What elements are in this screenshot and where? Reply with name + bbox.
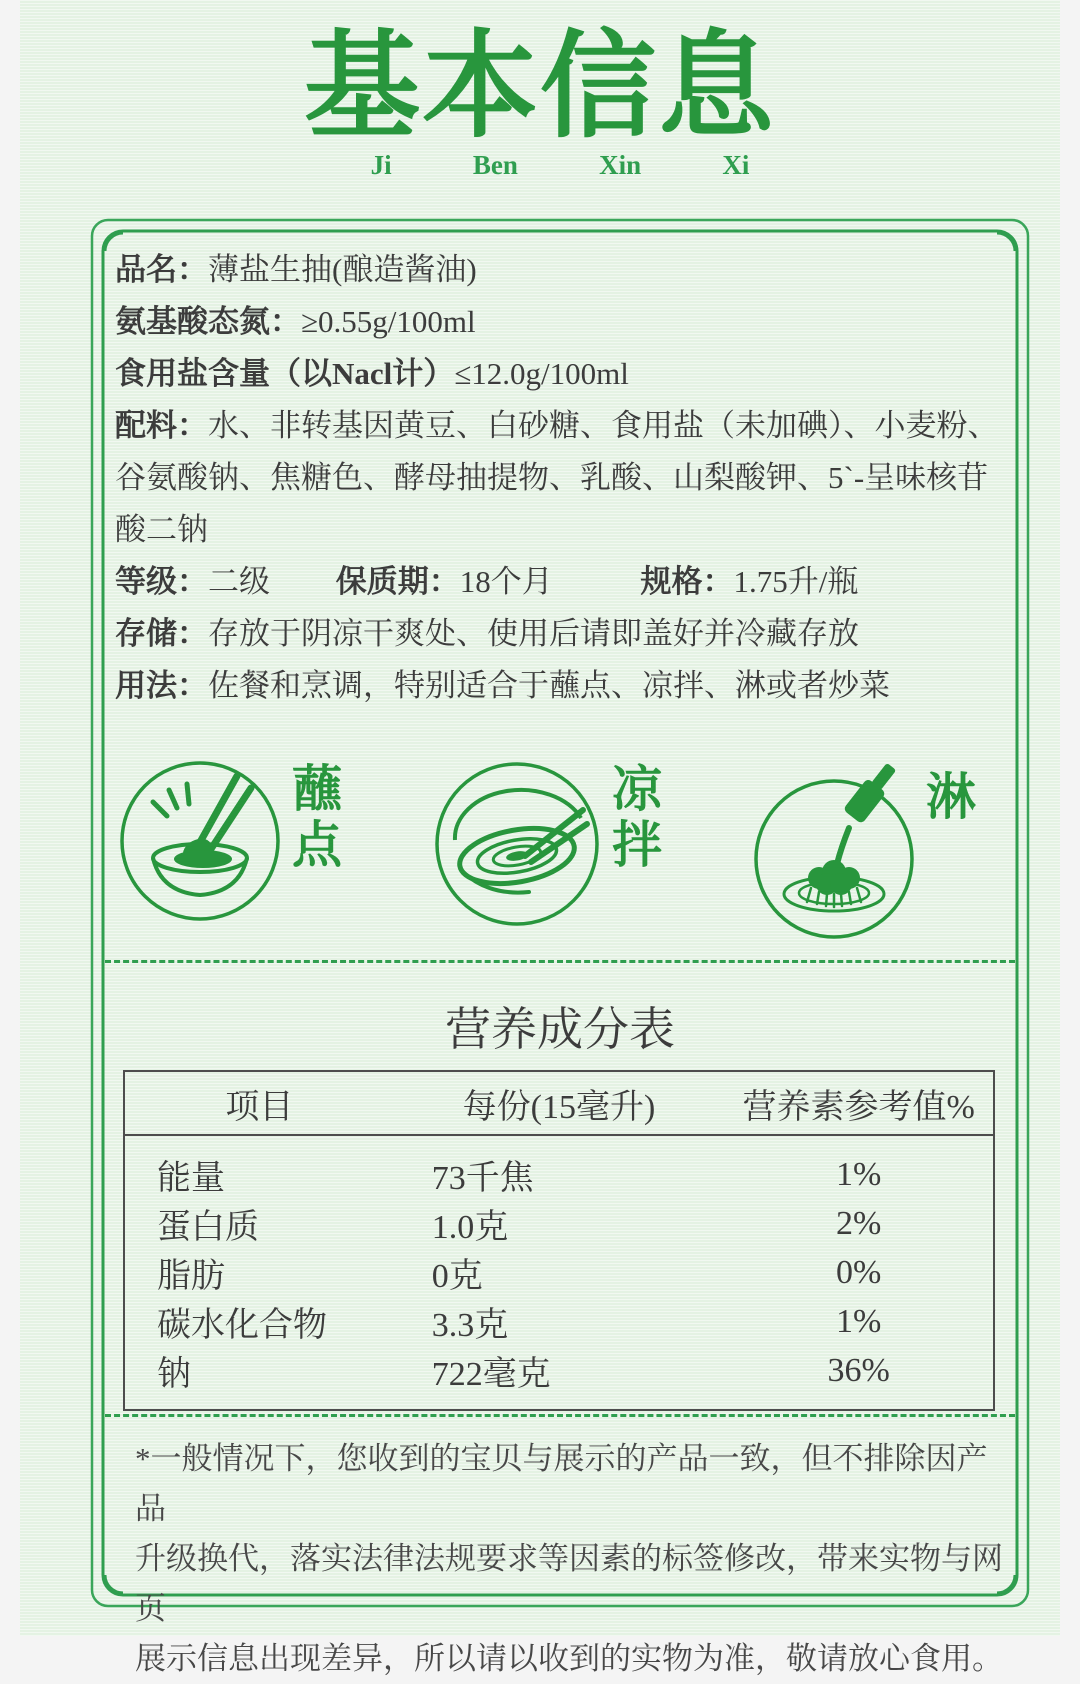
field-label: 用法： <box>115 668 208 703</box>
field-value: ≥0.55g/100ml <box>301 304 476 339</box>
disclaimer-line: 展示信息出现差异，所以请以收到的实物为准，敬请放心食用。 <box>135 1641 1003 1676</box>
field-label: 配料： <box>115 408 208 443</box>
table-row <box>124 1346 994 1410</box>
field-value: 佐餐和烹调，特别适合于蘸点、凉拌、淋或者炒菜 <box>208 668 890 703</box>
field-label: 存储： <box>115 616 208 651</box>
cell-item: 能量 <box>157 1160 225 1197</box>
shelf-life-field <box>336 556 553 608</box>
field-label: 保质期： <box>335 564 460 599</box>
pinyin-word: Xi <box>722 150 750 180</box>
cell-item: 脂肪 <box>157 1258 225 1295</box>
field-label: 品名： <box>115 252 208 287</box>
table-row <box>124 1248 994 1297</box>
table-row <box>124 1135 994 1199</box>
disclaimer-line: 升级换代，落实法律法规要求等因素的标签修改，带来实物与网页 <box>135 1541 1003 1626</box>
ingredients-row <box>115 400 1005 556</box>
textured-background <box>20 0 1060 1676</box>
pinyin-word: Xin <box>599 150 642 180</box>
drizzle-usage <box>749 756 975 942</box>
mix-bowl-icon <box>429 756 605 932</box>
dip-bowl-icon <box>115 756 285 926</box>
cell-nrv: 1% <box>835 1302 882 1340</box>
field-value: 水、非转基因黄豆、白砂糖、食用盐（未加碘）、小麦粉、谷氨酸钠、焦糖色、酵母抽提物、乳酸、山梨酸钾、5`-呈味核苷酸二钠 <box>115 408 999 547</box>
grade-shelf-spec-row <box>115 556 1005 608</box>
cell-item: 钠 <box>157 1356 191 1393</box>
dip-usage <box>115 756 341 926</box>
drizzle-dish-icon <box>749 756 919 942</box>
usage-icons-row <box>115 756 975 936</box>
cell-item: 碳水化合物 <box>157 1307 327 1344</box>
cell-nrv: 1% <box>835 1155 882 1193</box>
table-row <box>124 1297 994 1346</box>
cell-amount: 3.3克 <box>431 1307 509 1344</box>
storage-row <box>115 608 1005 660</box>
cell-nrv: 2% <box>835 1204 882 1242</box>
field-value: 18个月 <box>459 564 553 599</box>
grade-field <box>115 556 270 608</box>
cell-nrv: 0% <box>835 1253 882 1291</box>
field-value: 1.75升/瓶 <box>733 564 859 599</box>
cell-amount: 1.0克 <box>431 1209 509 1246</box>
dip-label: 蘸点 <box>285 762 341 874</box>
product-name-row <box>115 244 1005 296</box>
spec-field <box>641 556 859 608</box>
header-amount: 每份(15毫升) <box>394 1071 725 1135</box>
field-value: 二级 <box>208 564 270 599</box>
field-label: 等级： <box>115 564 208 599</box>
pinyin-word: Ben <box>472 150 518 180</box>
amino-acid-row <box>115 296 1005 348</box>
field-label: 氨基酸态氮： <box>115 304 301 339</box>
nutrition-table-title: 营养成分表 <box>445 1004 675 1055</box>
page-title: 基本信息 <box>304 24 776 152</box>
dashed-divider <box>105 960 1015 963</box>
header-item: 项目 <box>124 1071 394 1135</box>
cell-amount: 0克 <box>431 1258 483 1295</box>
cell-amount: 73千焦 <box>431 1160 534 1197</box>
cell-amount: 722毫克 <box>431 1356 551 1393</box>
mix-label: 凉拌 <box>605 762 661 874</box>
field-value: ≤12.0g/100ml <box>454 356 629 391</box>
table-row <box>124 1199 994 1248</box>
pinyin-subtitle <box>330 150 790 181</box>
mix-usage <box>429 756 661 932</box>
header-nrv: 营养素参考值% <box>724 1071 994 1135</box>
dashed-divider <box>105 1414 1015 1417</box>
decorative-frame <box>90 218 1030 1676</box>
product-info-block <box>115 244 1005 712</box>
disclaimer-line: *一般情况下，您收到的宝贝与展示的产品一致，但不排除因产品 <box>135 1441 988 1526</box>
cell-nrv: 36% <box>827 1351 890 1389</box>
nutrition-header-row <box>124 1071 994 1135</box>
drizzle-label: 淋 <box>919 770 975 826</box>
usage-row <box>115 660 1005 712</box>
nutrition-table <box>123 1070 995 1411</box>
salt-content-row <box>115 348 1005 400</box>
field-label: 规格： <box>640 564 734 599</box>
field-value: 薄盐生抽(酿造酱油) <box>208 252 477 287</box>
pinyin-word: Ji <box>370 150 392 180</box>
disclaimer-text <box>135 1434 1005 1684</box>
field-label: 食用盐含量（以Nacl计） <box>115 356 455 391</box>
cell-item: 蛋白质 <box>157 1209 259 1246</box>
field-value: 存放于阴凉干爽处、使用后请即盖好并冷藏存放 <box>208 616 859 651</box>
